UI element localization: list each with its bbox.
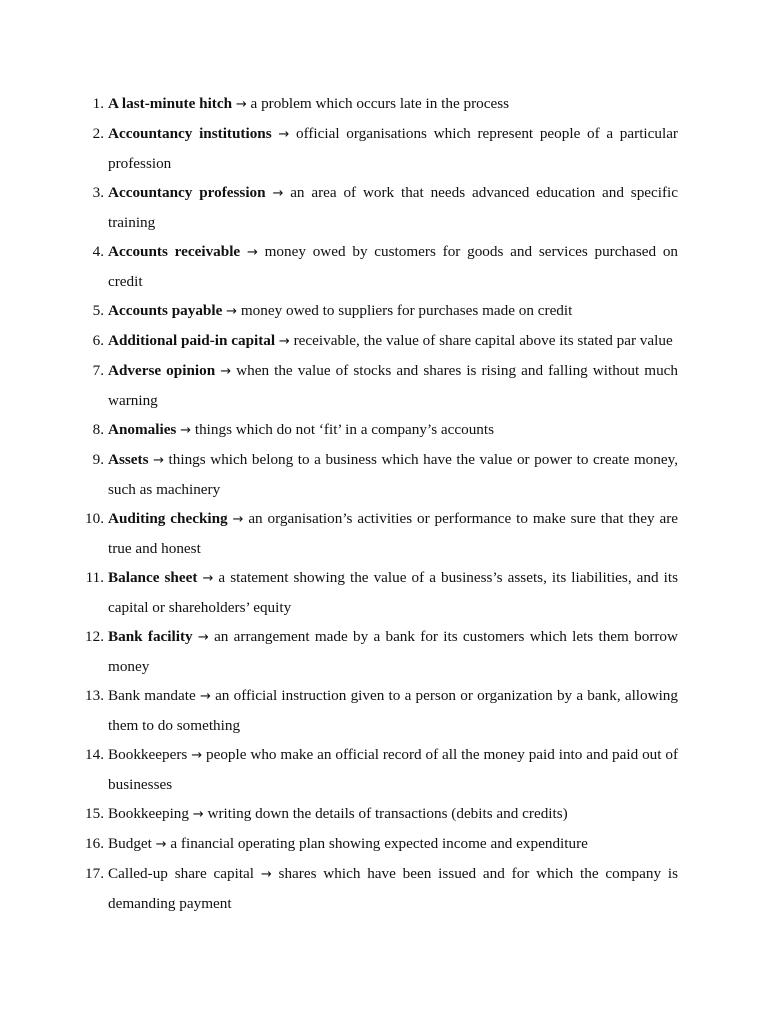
list-item — [76, 415, 678, 445]
term: Bookkeeping — [108, 805, 189, 822]
arrow-icon: → — [278, 127, 290, 142]
list-item — [76, 178, 678, 237]
term: Bookkeepers — [108, 746, 188, 763]
item-number: 11. — [85, 569, 104, 586]
arrow-icon: → — [232, 512, 244, 527]
definition: an area of work that needs advanced education and specific training — [108, 184, 679, 231]
arrow-icon: → — [180, 423, 192, 438]
item-number: 2. — [92, 125, 104, 142]
list-item — [76, 89, 678, 119]
term: Adverse opinion — [108, 362, 216, 379]
term: Called-up share capital — [108, 865, 255, 882]
definition: official organisations which represent people of a particular profession — [108, 125, 678, 172]
list-item — [76, 829, 678, 859]
list-item — [76, 119, 678, 178]
item-number: 4. — [92, 243, 104, 260]
arrow-icon: → — [192, 807, 204, 822]
arrow-icon: → — [278, 334, 290, 349]
item-number: 14. — [85, 746, 104, 763]
arrow-icon: → — [246, 245, 258, 260]
term: Bank mandate — [108, 687, 196, 704]
term: Accounts receivable — [108, 243, 241, 260]
arrow-icon: → — [191, 748, 203, 763]
definition: writing down the details of transactions (debits and credits) — [207, 805, 568, 822]
arrow-icon: → — [272, 186, 284, 201]
definition: money owed by customers for goods and services purchased on credit — [108, 243, 679, 290]
definition: things which belong to a business which have the value or power to create money, such as machinery — [108, 451, 678, 498]
list-item — [76, 356, 678, 415]
list-item — [76, 563, 678, 622]
definition: an organisation’s activities or performance to make sure that they are true and honest — [108, 510, 678, 557]
definition: things which do not ‘fit’ in a company’s accounts — [194, 421, 495, 438]
list-item — [76, 296, 678, 326]
arrow-icon: → — [260, 867, 272, 882]
term: Accountancy profession — [108, 184, 266, 201]
arrow-icon: → — [153, 453, 164, 468]
list-item — [76, 237, 678, 296]
list-item — [76, 504, 678, 563]
item-number: 7. — [92, 362, 104, 379]
item-number: 15. — [85, 805, 104, 822]
arrow-icon: → — [235, 97, 247, 112]
arrow-icon: → — [155, 837, 167, 852]
arrow-icon: → — [226, 304, 238, 319]
definition: when the value of stocks and shares is rising and falling without much warning — [108, 362, 678, 409]
list-item — [76, 622, 678, 681]
list-item — [76, 740, 678, 799]
term: Bank facility — [108, 628, 193, 645]
arrow-icon: → — [197, 630, 209, 645]
list-item — [76, 799, 678, 829]
term: Accounts payable — [108, 302, 223, 319]
definition: a statement showing the value of a business’s assets, its liabilities, and its capital or shareholders’ equity — [108, 569, 678, 616]
item-number: 12. — [85, 628, 104, 645]
definition: an arrangement made by a bank for its customers which lets them borrow money — [108, 628, 678, 675]
list-item — [76, 681, 678, 740]
list-item — [76, 445, 678, 504]
term: A last-minute hitch — [108, 95, 233, 112]
arrow-icon: → — [199, 689, 211, 704]
definition: people who make an official record of all the money paid into and paid out of businesses — [108, 746, 679, 793]
item-number: 1. — [92, 95, 104, 112]
definition: money owed to suppliers for purchases made on credit — [240, 302, 573, 319]
definition: an official instruction given to a person or organization by a bank, allowing them to do something — [108, 687, 678, 734]
term: Budget — [108, 835, 152, 852]
item-number: 10. — [85, 510, 104, 527]
arrow-icon: → — [220, 364, 232, 379]
item-number: 9. — [92, 451, 104, 468]
term: Balance sheet — [108, 569, 198, 586]
definition: a financial operating plan showing expected income and expenditure — [170, 835, 588, 852]
list-item — [76, 859, 678, 918]
item-number: 6. — [92, 332, 104, 349]
definition: shares which have been issued and for which the company is demanding payment — [108, 865, 679, 912]
item-number: 8. — [92, 421, 104, 438]
arrow-icon: → — [202, 571, 214, 586]
item-number: 16. — [85, 835, 104, 852]
item-number: 13. — [85, 687, 104, 704]
term: Anomalies — [108, 421, 177, 438]
item-number: 5. — [92, 302, 104, 319]
item-number: 17. — [85, 865, 104, 882]
glossary-list — [76, 89, 678, 918]
item-number: 3. — [92, 184, 104, 201]
term: Auditing checking — [108, 510, 228, 527]
list-item — [76, 326, 678, 356]
definition: a problem which occurs late in the process — [250, 95, 510, 112]
definition: receivable, the value of share capital above its stated par value — [293, 332, 673, 349]
term: Accountancy institutions — [108, 125, 272, 142]
term: Additional paid-in capital — [108, 332, 276, 349]
term: Assets — [108, 451, 149, 468]
